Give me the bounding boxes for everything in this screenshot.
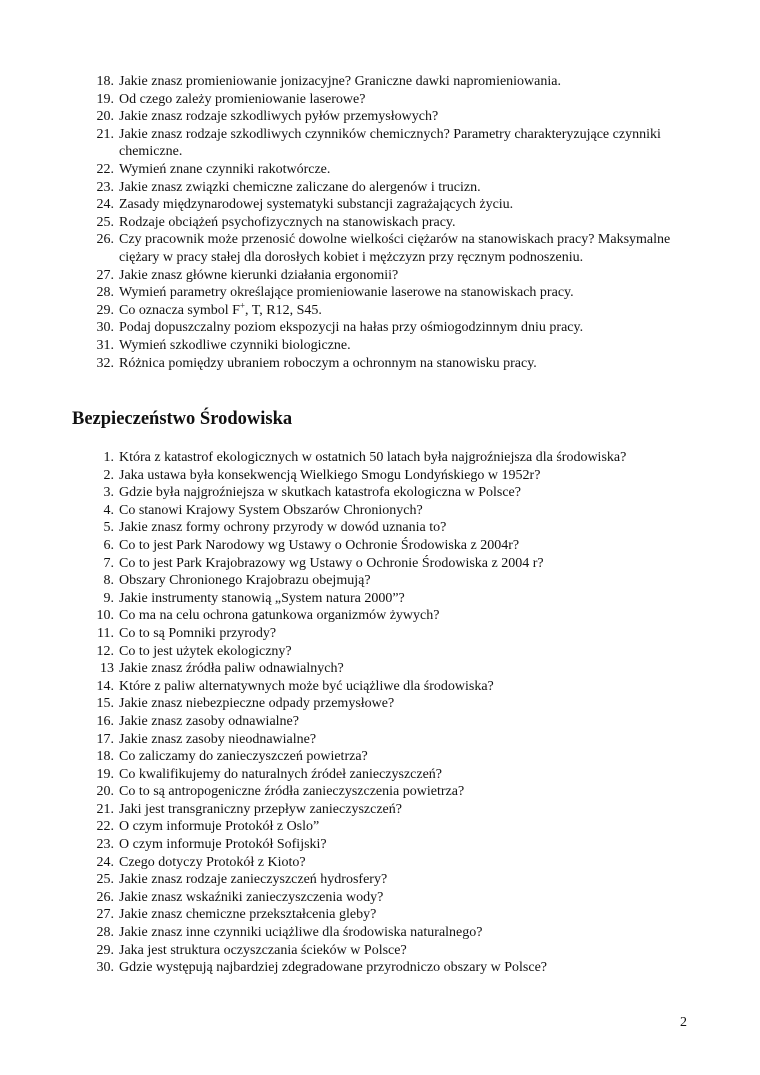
- item-number: 2.: [103, 467, 114, 483]
- item-number: 26.: [96, 232, 114, 248]
- item-text-continued: , T, R12, S45.: [245, 302, 322, 318]
- item-text: Co zaliczamy do zanieczyszczeń powietrza?: [119, 749, 368, 765]
- item-text: Które z paliw alternatywnych może być uciążliwe dla środowiska?: [119, 678, 494, 694]
- item-text: Jaka ustawa była konsekwencją Wielkiego Smogu Londyńskiego w 1952r?: [119, 467, 541, 483]
- item-text: Wymień parametry określające promieniowanie laserowe na stanowiskach pracy.: [119, 285, 574, 301]
- item-text: Co to jest Park Narodowy wg Ustawy o Ochronie Środowiska z 2004r?: [119, 537, 520, 553]
- item-number: 3.: [103, 485, 114, 501]
- list-item: [97, 625, 719, 643]
- list-item: [96, 942, 719, 960]
- item-text: Co oznacza symbol F: [119, 302, 240, 318]
- item-number: 21.: [96, 126, 114, 142]
- item-number: 10.: [96, 608, 114, 624]
- item-text: Co ma na celu ochrona gatunkowa organizmów żywych?: [119, 608, 440, 624]
- list-item: [96, 108, 679, 126]
- item-number: 4.: [103, 502, 114, 518]
- item-text: Jakie znasz promieniowanie jonizacyjne? Graniczne dawki napromieniowania.: [119, 74, 561, 89]
- item-number: 5.: [103, 520, 114, 536]
- item-text: Co kwalifikujemy do naturalnych źródeł zanieczyszczeń?: [119, 766, 443, 782]
- item-number: 20.: [96, 784, 114, 800]
- list-item: [96, 854, 719, 872]
- item-number: 28.: [96, 925, 114, 941]
- item-text: Jaki jest transgraniczny przepływ zanieczyszczeń?: [119, 801, 402, 817]
- list-item: [96, 267, 679, 285]
- list-item: [96, 300, 679, 320]
- item-number: 8.: [103, 573, 114, 589]
- page-number: 2: [680, 1015, 687, 1030]
- item-text: Jakie znasz główne kierunki działania ergonomii?: [119, 267, 399, 283]
- list-item: [96, 678, 719, 696]
- item-text: Rodzaje obciążeń psychofizycznych na stanowiskach pracy.: [119, 214, 456, 230]
- list-item: [96, 196, 679, 214]
- item-text: Wymień znane czynniki rakotwórcze.: [119, 161, 331, 177]
- item-text: Jakie znasz rodzaje zanieczyszczeń hydrosfery?: [119, 872, 388, 888]
- question-list-environmental-safety: [96, 449, 719, 977]
- list-item: [96, 319, 679, 337]
- list-item: [96, 906, 719, 924]
- list-item: [96, 91, 679, 109]
- item-text: Jakie znasz zasoby odnawialne?: [119, 713, 299, 729]
- list-item: [96, 161, 679, 179]
- item-text: Jakie znasz związki chemiczne zaliczane do alergenów i trucizn.: [119, 179, 481, 195]
- list-item: [103, 484, 719, 502]
- list-item: [96, 179, 679, 197]
- list-item: [96, 871, 719, 889]
- list-item: [103, 449, 719, 467]
- question-list-workplace-safety: [96, 73, 679, 372]
- item-number: 32.: [96, 355, 114, 371]
- item-number: 29.: [96, 942, 114, 958]
- item-number: 23.: [96, 837, 114, 853]
- item-number: 28.: [96, 285, 114, 301]
- list-item: [103, 537, 719, 555]
- item-number: 19.: [96, 766, 114, 782]
- list-item: [103, 502, 719, 520]
- item-number: 18.: [96, 74, 114, 89]
- item-text: Gdzie była najgroźniejsza w skutkach katastrofa ekologiczna w Polsce?: [119, 485, 521, 501]
- item-text: Jakie znasz chemiczne przekształcenia gleby?: [119, 907, 377, 923]
- item-text: Jakie znasz inne czynniki uciążliwe dla środowiska naturalnego?: [119, 925, 483, 941]
- item-text: Która z katastrof ekologicznych w ostatnich 50 latach była najgroźniejsza dla środowiska?: [119, 450, 627, 465]
- list-item: [96, 126, 679, 161]
- item-text: Co to jest Park Krajobrazowy wg Ustawy o Ochronie Środowiska z 2004 r?: [119, 555, 544, 571]
- list-item: [96, 695, 719, 713]
- list-item: [103, 467, 719, 485]
- item-number: 9.: [103, 590, 114, 606]
- item-text: Jakie znasz formy ochrony przyrody w dowód uznania to?: [119, 520, 447, 536]
- item-number: 6.: [103, 537, 114, 553]
- list-item: [96, 284, 679, 302]
- list-item: [96, 607, 719, 625]
- item-text: Co to jest użytek ekologiczny?: [119, 643, 292, 659]
- item-text: Czego dotyczy Protokół z Kioto?: [119, 854, 306, 870]
- list-item: [96, 731, 719, 749]
- item-text: Różnica pomiędzy ubraniem roboczym a ochronnym na stanowisku pracy.: [119, 355, 537, 371]
- list-item: [96, 231, 679, 266]
- item-number: 19.: [96, 91, 114, 107]
- item-text: Jaka jest struktura oczyszczania ścieków w Polsce?: [119, 942, 407, 958]
- item-text: Jakie znasz wskaźniki zanieczyszczenia wody?: [119, 889, 384, 905]
- item-number: 21.: [96, 801, 114, 817]
- item-number: 31.: [96, 337, 114, 353]
- item-text: Podaj dopuszczalny poziom ekspozycji na hałas przy ośmiogodzinnym dniu pracy.: [119, 320, 584, 336]
- list-item: [96, 959, 719, 977]
- item-number: 24.: [96, 854, 114, 870]
- item-text: Jakie znasz zasoby nieodnawialne?: [119, 731, 317, 747]
- item-text: Jakie znasz źródła paliw odnawialnych?: [119, 661, 344, 677]
- item-number: 11.: [97, 625, 114, 641]
- item-number: 27.: [96, 267, 114, 283]
- item-text: Zasady międzynarodowej systematyki substancji zagrażających życiu.: [119, 197, 514, 213]
- item-text: Co to są antropogeniczne źródła zanieczyszczenia powietrza?: [119, 784, 465, 800]
- item-number: 30.: [96, 960, 114, 976]
- list-item: [96, 355, 679, 373]
- item-number: 18.: [96, 749, 114, 765]
- item-text: Obszary Chronionego Krajobrazu obejmują?: [119, 573, 371, 589]
- list-item: [103, 590, 719, 608]
- item-number: 26.: [96, 889, 114, 905]
- list-item: [103, 519, 719, 537]
- list-item: [96, 214, 679, 232]
- list-item: [103, 572, 719, 590]
- list-item: [100, 660, 719, 678]
- list-item: [96, 713, 719, 731]
- item-number: 20.: [96, 109, 114, 125]
- section-heading: Bezpieczeństwo Środowiska: [72, 409, 293, 429]
- item-number: 1.: [103, 450, 114, 465]
- list-item: [103, 555, 719, 573]
- item-number: 23.: [96, 179, 114, 195]
- list-item: [96, 836, 719, 854]
- item-number: 29.: [96, 302, 114, 318]
- list-item: [96, 801, 719, 819]
- item-text: Jakie znasz rodzaje szkodliwych czynników chemicznych? Parametry charakteryzujące czynniki chemiczne.: [119, 126, 661, 160]
- item-number: 16.: [96, 713, 114, 729]
- item-number: 24.: [96, 197, 114, 213]
- list-item: [96, 337, 679, 355]
- list-item: [96, 818, 719, 836]
- item-text: Co to są Pomniki przyrody?: [119, 625, 277, 641]
- item-number: 13: [100, 661, 114, 677]
- item-number: 14.: [96, 678, 114, 694]
- item-text: Czy pracownik może przenosić dowolne wielkości ciężarów na stanowiskach pracy? Maksymalne ciężary w pracy stałej dla dorosłych kobiet i mężczyzn przy ręcznym podnoszeniu.: [119, 232, 671, 265]
- item-number: 25.: [96, 214, 114, 230]
- list-item: [96, 73, 679, 91]
- item-text: O czym informuje Protokół z Oslo”: [119, 819, 320, 835]
- item-text: Jakie znasz niebezpieczne odpady przemysłowe?: [119, 696, 395, 712]
- list-item: [96, 889, 719, 907]
- list-item: [96, 924, 719, 942]
- item-text: O czym informuje Protokół Sofijski?: [119, 837, 327, 853]
- item-number: 15.: [96, 696, 114, 712]
- item-number: 7.: [103, 555, 114, 571]
- list-item: [96, 783, 719, 801]
- list-item: [96, 643, 719, 661]
- item-text: Jakie znasz rodzaje szkodliwych pyłów przemysłowych?: [119, 109, 439, 125]
- list-item: [96, 748, 719, 766]
- item-number: 22.: [96, 819, 114, 835]
- item-text: Jakie instrumenty stanowią „System natura 2000”?: [119, 590, 405, 606]
- item-text: Co stanowi Krajowy System Obszarów Chronionych?: [119, 502, 423, 518]
- item-text: Od czego zależy promieniowanie laserowe?: [119, 91, 366, 107]
- item-text: Wymień szkodliwe czynniki biologiczne.: [119, 337, 351, 353]
- item-number: 27.: [96, 907, 114, 923]
- item-number: 25.: [96, 872, 114, 888]
- item-text: Gdzie występują najbardziej zdegradowane przyrodniczo obszary w Polsce?: [119, 960, 547, 976]
- item-superscript: +: [239, 300, 245, 311]
- item-number: 22.: [96, 161, 114, 177]
- list-item: [96, 766, 719, 784]
- item-number: 30.: [96, 320, 114, 336]
- item-number: 17.: [96, 731, 114, 747]
- item-number: 12.: [96, 643, 114, 659]
